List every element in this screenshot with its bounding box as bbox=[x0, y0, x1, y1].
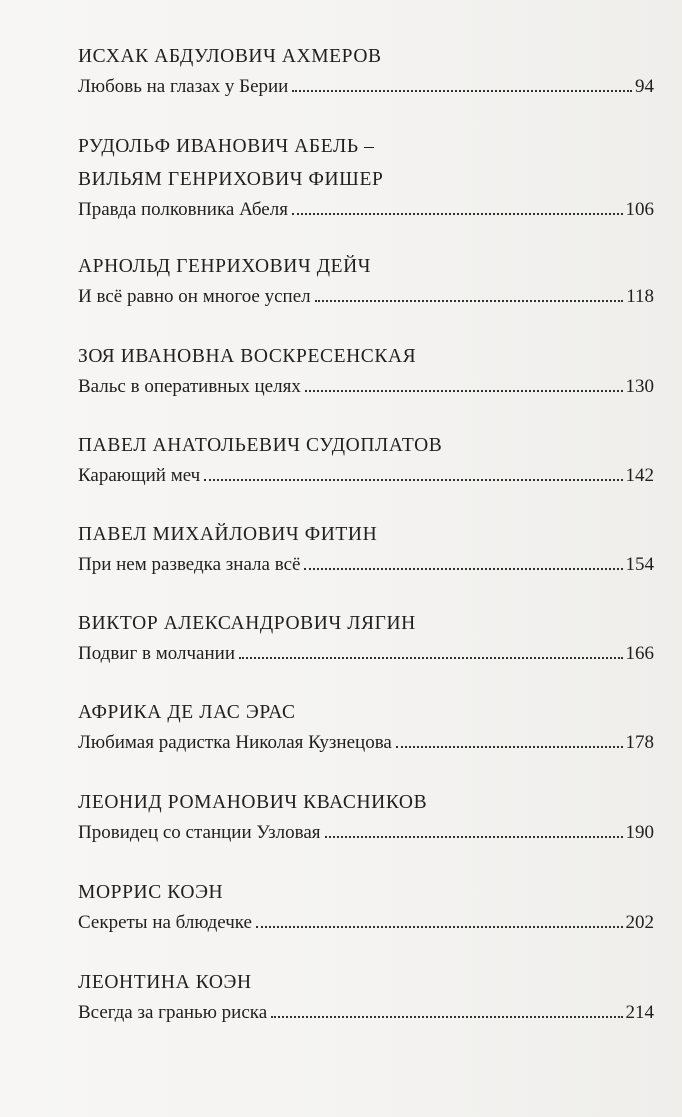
dot-leader bbox=[271, 1016, 622, 1018]
page-number: 130 bbox=[625, 376, 654, 397]
chapter-title: Любимая радистка Николая Кузнецова bbox=[78, 732, 392, 753]
author-name-line-2: ВИЛЬЯМ ГЕНРИХОВИЧ ФИШЕР bbox=[78, 169, 384, 190]
dot-leader bbox=[256, 926, 623, 928]
author-name: РУДОЛЬФ ИВАНОВИЧ АБЕЛЬ – bbox=[78, 136, 375, 157]
dot-leader bbox=[204, 479, 622, 481]
toc-entry bbox=[78, 966, 654, 1027]
chapter-line[interactable] bbox=[78, 640, 654, 668]
chapter-title: Всегда за гранью риска bbox=[78, 1002, 268, 1023]
toc-entry bbox=[78, 130, 654, 224]
author-name: ЛЕОНИД РОМАНОВИЧ КВАСНИКОВ bbox=[78, 792, 428, 813]
chapter-line[interactable] bbox=[78, 283, 654, 311]
dot-leader bbox=[305, 390, 623, 392]
chapter-line[interactable] bbox=[78, 999, 654, 1027]
chapter-line[interactable] bbox=[78, 73, 654, 101]
chapter-title: И всё равно он многое успел bbox=[78, 286, 311, 307]
dot-leader bbox=[325, 836, 623, 838]
page-number: 178 bbox=[625, 732, 654, 753]
toc-entry bbox=[78, 518, 654, 579]
toc-entry bbox=[78, 250, 654, 311]
chapter-title: Провидец со станции Узловая bbox=[78, 822, 321, 843]
page-number: 118 bbox=[626, 286, 654, 307]
chapter-title: Правда полковника Абеля bbox=[78, 199, 288, 220]
chapter-line[interactable] bbox=[78, 551, 654, 579]
chapter-line[interactable] bbox=[78, 909, 654, 937]
page-number: 106 bbox=[625, 199, 654, 220]
toc-entry bbox=[78, 876, 654, 937]
dot-leader bbox=[315, 300, 624, 302]
chapter-line[interactable] bbox=[78, 462, 654, 490]
page-number: 166 bbox=[625, 643, 654, 664]
page-number: 214 bbox=[625, 1002, 654, 1023]
page-number: 190 bbox=[625, 822, 654, 843]
toc-entry bbox=[78, 607, 654, 668]
toc-entry bbox=[78, 696, 654, 757]
chapter-line[interactable] bbox=[78, 373, 654, 401]
chapter-title: Карающий меч bbox=[78, 465, 201, 486]
dot-leader bbox=[239, 657, 623, 659]
toc-entry bbox=[78, 429, 654, 490]
chapter-title: Вальс в оперативных целях bbox=[78, 376, 301, 397]
author-name: ЗОЯ ИВАНОВНА ВОСКРЕСЕНСКАЯ bbox=[78, 346, 417, 367]
chapter-line[interactable] bbox=[78, 819, 654, 847]
dot-leader bbox=[292, 90, 632, 92]
chapter-title: Подвиг в молчании bbox=[78, 643, 235, 664]
author-name: АРНОЛЬД ГЕНРИХОВИЧ ДЕЙЧ bbox=[78, 256, 372, 277]
toc-entry bbox=[78, 40, 654, 101]
toc-entry bbox=[78, 786, 654, 847]
chapter-line[interactable] bbox=[78, 729, 654, 757]
page-number: 142 bbox=[625, 465, 654, 486]
page-number: 154 bbox=[625, 554, 654, 575]
chapter-title: Любовь на глазах у Берии bbox=[78, 76, 289, 97]
dot-leader bbox=[292, 213, 623, 215]
author-name: ВИКТОР АЛЕКСАНДРОВИЧ ЛЯГИН bbox=[78, 613, 416, 634]
dot-leader bbox=[304, 568, 622, 570]
author-name: МОРРИС КОЭН bbox=[78, 882, 224, 903]
dot-leader bbox=[396, 746, 623, 748]
chapter-title: При нем разведка знала всё bbox=[78, 554, 301, 575]
author-name: ПАВЕЛ МИХАЙЛОВИЧ ФИТИН bbox=[78, 524, 378, 545]
author-name: ИСХАК АБДУЛОВИЧ АХМЕРОВ bbox=[78, 46, 382, 67]
chapter-line[interactable] bbox=[78, 196, 654, 224]
toc-entry bbox=[78, 340, 654, 401]
author-name: ЛЕОНТИНА КОЭН bbox=[78, 972, 252, 993]
author-name: АФРИКА ДЕ ЛАС ЭРАС bbox=[78, 702, 296, 723]
page-number: 94 bbox=[635, 76, 654, 97]
page-number: 202 bbox=[625, 912, 654, 933]
author-name: ПАВЕЛ АНАТОЛЬЕВИЧ СУДОПЛАТОВ bbox=[78, 435, 443, 456]
chapter-title: Секреты на блюдечке bbox=[78, 912, 252, 933]
